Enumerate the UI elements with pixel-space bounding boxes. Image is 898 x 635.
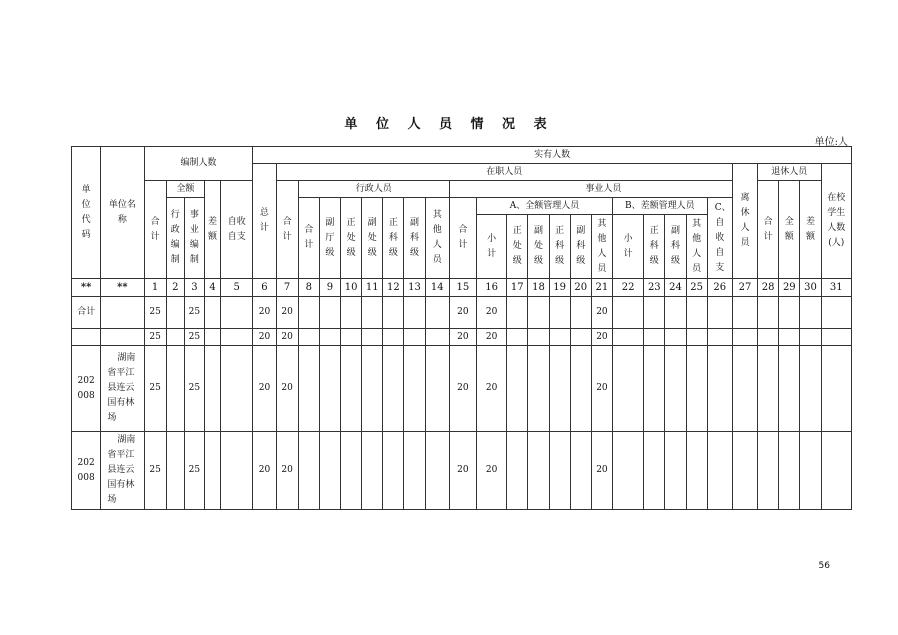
data-cell bbox=[570, 297, 591, 329]
data-cell bbox=[800, 297, 821, 329]
data-cell bbox=[707, 346, 732, 432]
data-cell bbox=[204, 432, 220, 510]
column-number-row bbox=[72, 279, 852, 297]
cell-value: 25 bbox=[149, 383, 161, 393]
column-number: 28 bbox=[758, 279, 779, 297]
cell-value: 20 bbox=[281, 331, 293, 342]
header-inst-staff: 事业人员 bbox=[449, 181, 757, 198]
data-cell bbox=[507, 432, 528, 510]
column-number: 12 bbox=[383, 279, 404, 297]
cell-value: 25 bbox=[188, 383, 201, 393]
data-cell bbox=[477, 432, 507, 510]
data-cell bbox=[665, 329, 686, 346]
page-number: 56 bbox=[818, 561, 830, 571]
column-number: 16 bbox=[477, 279, 507, 297]
data-cell bbox=[507, 346, 528, 432]
header-a-mgmt: A、全额管理人员 bbox=[477, 198, 613, 215]
unit-name-cell bbox=[101, 297, 144, 329]
header-admin-sec-deputy: 副科级 bbox=[404, 198, 425, 279]
header-c-mgmt: C、自收自支 bbox=[707, 198, 732, 279]
header-ret-diff: 差额 bbox=[800, 181, 821, 279]
column-number: 2 bbox=[166, 279, 184, 297]
column-number: 25 bbox=[686, 279, 707, 297]
header-b-sec-chief: 正科级 bbox=[644, 215, 665, 279]
data-cell bbox=[204, 346, 220, 432]
data-cell bbox=[800, 329, 821, 346]
data-cell bbox=[707, 329, 732, 346]
data-cell bbox=[144, 432, 166, 510]
column-number: 30 bbox=[800, 279, 821, 297]
column-number: 18 bbox=[528, 279, 549, 297]
data-cell bbox=[383, 297, 404, 329]
cell-value: 202008 bbox=[77, 457, 95, 483]
column-number: 15 bbox=[449, 279, 476, 297]
data-cell bbox=[800, 432, 821, 510]
unit-code-cell bbox=[72, 346, 101, 432]
cell-value: 湖南省平江县连云国有林场 bbox=[107, 435, 136, 505]
unit-code-cell bbox=[72, 432, 101, 510]
header-admin-sec-chief: 正科级 bbox=[383, 198, 404, 279]
cell-value: 20 bbox=[258, 307, 271, 317]
cell-value: 20 bbox=[485, 383, 498, 393]
data-cell bbox=[166, 432, 184, 510]
data-cell bbox=[821, 432, 851, 510]
data-cell bbox=[644, 297, 665, 329]
data-cell bbox=[549, 297, 570, 329]
data-cell bbox=[404, 297, 425, 329]
unit-name-cell bbox=[101, 346, 144, 432]
cell-value: 20 bbox=[457, 383, 469, 393]
cell-value: 25 bbox=[188, 331, 201, 342]
header-admin-total: 合计 bbox=[298, 198, 319, 279]
column-number: 4 bbox=[204, 279, 220, 297]
data-cell bbox=[528, 297, 549, 329]
cell-value: 20 bbox=[281, 383, 293, 393]
data-cell bbox=[276, 329, 298, 346]
column-number: 23 bbox=[644, 279, 665, 297]
cell-value: 合计 bbox=[77, 307, 96, 317]
data-cell bbox=[779, 297, 800, 329]
column-number: 17 bbox=[507, 279, 528, 297]
data-cell bbox=[425, 297, 449, 329]
header-b-sec-deputy: 副科级 bbox=[665, 215, 686, 279]
data-cell bbox=[779, 329, 800, 346]
data-cell bbox=[319, 432, 340, 510]
data-cell bbox=[507, 329, 528, 346]
data-cell bbox=[591, 346, 612, 432]
data-cell bbox=[779, 346, 800, 432]
unit-name-cell bbox=[101, 432, 144, 510]
cell-value: 20 bbox=[485, 331, 498, 342]
data-cell bbox=[591, 329, 612, 346]
table-row bbox=[72, 432, 852, 510]
cell-value: 20 bbox=[457, 307, 469, 317]
data-cell bbox=[613, 329, 644, 346]
column-number: 26 bbox=[707, 279, 732, 297]
data-cell bbox=[184, 329, 204, 346]
data-cell bbox=[298, 297, 319, 329]
data-cell bbox=[570, 432, 591, 510]
cell-value: 20 bbox=[457, 331, 469, 342]
data-cell bbox=[549, 346, 570, 432]
header-est-total: 合计 bbox=[144, 181, 166, 279]
column-number: 21 bbox=[591, 279, 612, 297]
data-cell bbox=[383, 346, 404, 432]
header-admin-div-chief: 正处级 bbox=[341, 198, 362, 279]
header-b-subtotal: 小计 bbox=[613, 215, 644, 279]
data-cell bbox=[184, 297, 204, 329]
cell-value: 202008 bbox=[77, 375, 95, 401]
data-cell bbox=[507, 297, 528, 329]
data-cell bbox=[758, 329, 779, 346]
data-cell bbox=[319, 329, 340, 346]
cell-value: 20 bbox=[596, 383, 608, 393]
data-cell bbox=[253, 297, 276, 329]
data-cell bbox=[528, 329, 549, 346]
header-admin-other: 其他人员 bbox=[425, 198, 449, 279]
data-cell bbox=[732, 346, 757, 432]
header-in-total: 合计 bbox=[276, 181, 298, 279]
data-cell bbox=[166, 346, 184, 432]
data-cell bbox=[613, 297, 644, 329]
data-cell bbox=[591, 297, 612, 329]
data-cell bbox=[425, 346, 449, 432]
column-number: 6 bbox=[253, 279, 276, 297]
header-admin-div-deputy: 副处级 bbox=[362, 198, 383, 279]
cell-value: 20 bbox=[258, 331, 271, 342]
column-number: 29 bbox=[779, 279, 800, 297]
column-number: 31 bbox=[821, 279, 851, 297]
data-cell bbox=[449, 329, 476, 346]
header-actual: 实有人数 bbox=[253, 147, 852, 164]
header-retired: 退休人员 bbox=[758, 164, 821, 181]
data-cell bbox=[613, 432, 644, 510]
header-full-funding: 全额 bbox=[166, 181, 204, 198]
data-cell bbox=[184, 346, 204, 432]
cell-value: 25 bbox=[149, 331, 161, 342]
data-cell bbox=[800, 346, 821, 432]
column-number: 20 bbox=[570, 279, 591, 297]
data-cell bbox=[707, 297, 732, 329]
header-grand-total: 总计 bbox=[253, 164, 276, 279]
column-number: 24 bbox=[665, 279, 686, 297]
data-cell bbox=[404, 329, 425, 346]
cell-value: 20 bbox=[281, 307, 293, 317]
data-cell bbox=[591, 432, 612, 510]
data-cell bbox=[404, 432, 425, 510]
data-cell bbox=[644, 329, 665, 346]
unit-code-cell bbox=[72, 329, 101, 346]
data-cell bbox=[276, 297, 298, 329]
data-cell bbox=[665, 346, 686, 432]
data-cell bbox=[383, 329, 404, 346]
header-unit-code: 单位代码 bbox=[72, 147, 101, 279]
data-cell bbox=[758, 432, 779, 510]
data-cell bbox=[449, 346, 476, 432]
data-cell bbox=[425, 432, 449, 510]
column-number: 11 bbox=[362, 279, 383, 297]
cell-value: 20 bbox=[281, 465, 293, 475]
column-number: 14 bbox=[425, 279, 449, 297]
unit-code-cell bbox=[72, 297, 101, 329]
data-cell bbox=[449, 297, 476, 329]
data-cell bbox=[341, 432, 362, 510]
data-cell bbox=[732, 297, 757, 329]
data-cell bbox=[362, 297, 383, 329]
data-cell bbox=[821, 346, 851, 432]
header-a-subtotal: 小计 bbox=[477, 215, 507, 279]
data-cell bbox=[144, 297, 166, 329]
data-cell bbox=[221, 432, 253, 510]
data-cell bbox=[821, 329, 851, 346]
cell-value: 湖南省平江县连云国有林场 bbox=[107, 353, 136, 423]
cell-value: 20 bbox=[485, 307, 498, 317]
column-number: 10 bbox=[341, 279, 362, 297]
data-cell bbox=[665, 297, 686, 329]
table-row bbox=[72, 297, 852, 329]
data-cell bbox=[276, 432, 298, 510]
cell-value: 20 bbox=[457, 465, 469, 475]
cell-value: 25 bbox=[149, 465, 161, 475]
column-number: 13 bbox=[404, 279, 425, 297]
data-cell bbox=[549, 329, 570, 346]
data-cell bbox=[477, 346, 507, 432]
data-cell bbox=[362, 346, 383, 432]
data-cell bbox=[686, 432, 707, 510]
data-cell bbox=[184, 432, 204, 510]
column-number: 9 bbox=[319, 279, 340, 297]
data-cell bbox=[477, 329, 507, 346]
data-cell bbox=[570, 346, 591, 432]
header-est-diff: 差额 bbox=[204, 181, 220, 279]
cell-value: 25 bbox=[149, 307, 161, 317]
header-admin-staff: 行政人员 bbox=[298, 181, 449, 198]
data-cell bbox=[383, 432, 404, 510]
data-cell bbox=[341, 297, 362, 329]
unit-label: 单位:人 bbox=[814, 137, 848, 148]
data-cell bbox=[341, 329, 362, 346]
data-cell bbox=[644, 346, 665, 432]
header-ret-full: 全额 bbox=[779, 181, 800, 279]
cell-value: 20 bbox=[258, 465, 271, 475]
header-unit-name: 单位名称 bbox=[101, 147, 144, 279]
data-cell bbox=[253, 346, 276, 432]
data-cell bbox=[758, 297, 779, 329]
column-number: 8 bbox=[298, 279, 319, 297]
cell-value: 20 bbox=[596, 331, 608, 342]
data-cell bbox=[528, 432, 549, 510]
cell-value: 20 bbox=[596, 307, 608, 317]
column-number: 7 bbox=[276, 279, 298, 297]
data-cell bbox=[732, 329, 757, 346]
header-est-institution: 事业编制 bbox=[184, 198, 204, 279]
header-b-other: 其他人员 bbox=[686, 215, 707, 279]
data-cell bbox=[253, 329, 276, 346]
column-number: 5 bbox=[221, 279, 253, 297]
data-cell bbox=[425, 329, 449, 346]
data-cell bbox=[144, 329, 166, 346]
table-row bbox=[72, 346, 852, 432]
column-number: ** bbox=[101, 279, 144, 297]
data-cell bbox=[221, 297, 253, 329]
data-cell bbox=[341, 346, 362, 432]
header-a-other: 其他人员 bbox=[591, 215, 612, 279]
data-cell bbox=[298, 346, 319, 432]
header-a-div-deputy: 副处级 bbox=[528, 215, 549, 279]
header-est-self: 自收自支 bbox=[221, 181, 253, 279]
data-cell bbox=[686, 346, 707, 432]
data-cell bbox=[644, 432, 665, 510]
data-cell bbox=[613, 346, 644, 432]
header-inst-total: 合计 bbox=[449, 198, 476, 279]
data-cell bbox=[549, 432, 570, 510]
column-number: 1 bbox=[144, 279, 166, 297]
header-a-div-chief: 正处级 bbox=[507, 215, 528, 279]
data-cell bbox=[758, 346, 779, 432]
data-cell bbox=[362, 329, 383, 346]
header-in-service: 在职人员 bbox=[276, 164, 732, 181]
cell-value: 20 bbox=[596, 465, 608, 475]
data-cell bbox=[707, 432, 732, 510]
column-number: ** bbox=[72, 279, 101, 297]
cell-value: 20 bbox=[485, 465, 498, 475]
header-students: 在校学生人数(人) bbox=[821, 164, 851, 279]
page-title: 单 位 人 员 情 况 表 bbox=[344, 117, 554, 132]
data-cell bbox=[319, 346, 340, 432]
data-cell bbox=[477, 297, 507, 329]
data-cell bbox=[732, 432, 757, 510]
header-a-sec-chief: 正科级 bbox=[549, 215, 570, 279]
personnel-table bbox=[71, 146, 852, 510]
data-cell bbox=[779, 432, 800, 510]
data-cell bbox=[449, 432, 476, 510]
cell-value: 25 bbox=[188, 307, 201, 317]
column-number: 19 bbox=[549, 279, 570, 297]
data-cell bbox=[362, 432, 383, 510]
data-cell bbox=[686, 329, 707, 346]
column-number: 27 bbox=[732, 279, 757, 297]
data-cell bbox=[166, 329, 184, 346]
column-number: 3 bbox=[184, 279, 204, 297]
header-est-admin: 行政编制 bbox=[166, 198, 184, 279]
data-cell bbox=[528, 346, 549, 432]
unit-name-cell bbox=[101, 329, 144, 346]
data-cell bbox=[404, 346, 425, 432]
data-cell bbox=[821, 297, 851, 329]
data-cell bbox=[253, 432, 276, 510]
data-cell bbox=[204, 329, 220, 346]
data-cell bbox=[221, 346, 253, 432]
data-cell bbox=[686, 297, 707, 329]
column-number: 22 bbox=[613, 279, 644, 297]
header-establishment: 编制人数 bbox=[144, 147, 253, 181]
data-cell bbox=[319, 297, 340, 329]
data-cell bbox=[298, 432, 319, 510]
data-cell bbox=[166, 297, 184, 329]
data-cell bbox=[298, 329, 319, 346]
header-ret-total: 合计 bbox=[758, 181, 779, 279]
header-admin-dept-deputy: 副厅级 bbox=[319, 198, 340, 279]
table-row bbox=[72, 329, 852, 346]
data-cell bbox=[144, 346, 166, 432]
cell-value: 25 bbox=[188, 465, 201, 475]
data-cell bbox=[204, 297, 220, 329]
header-a-sec-deputy: 副科级 bbox=[570, 215, 591, 279]
data-cell bbox=[665, 432, 686, 510]
data-cell bbox=[276, 346, 298, 432]
cell-value: 20 bbox=[258, 383, 271, 393]
header-b-mgmt: B、差额管理人员 bbox=[613, 198, 708, 215]
data-cell bbox=[570, 329, 591, 346]
header-retired-off: 离休人员 bbox=[732, 164, 757, 279]
data-cell bbox=[221, 329, 253, 346]
